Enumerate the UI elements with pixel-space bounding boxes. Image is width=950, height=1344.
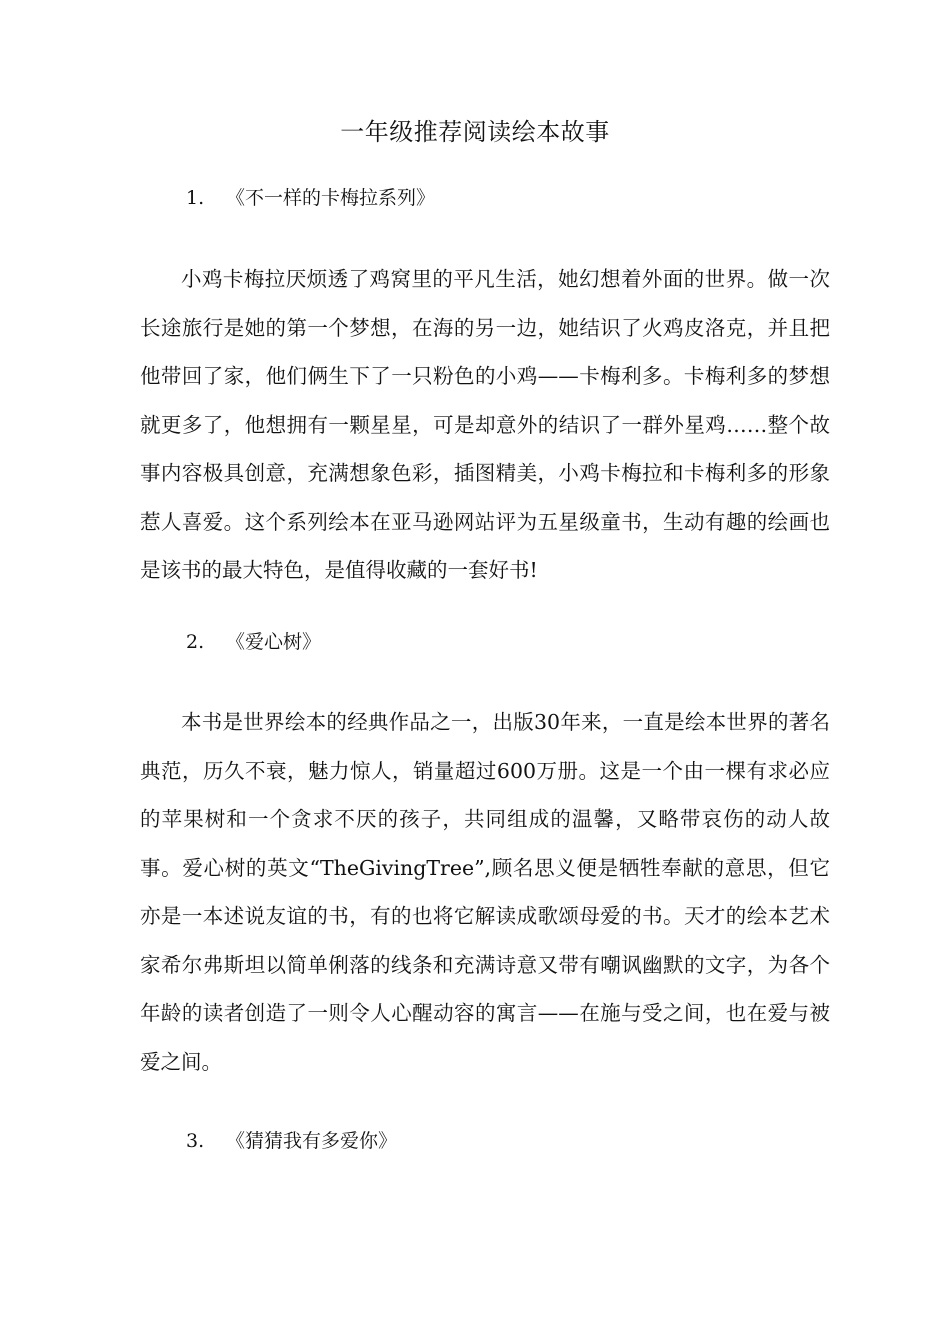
section-title: 《爱心树》 (226, 631, 322, 653)
section-title: 《不一样的卡梅拉系列》 (226, 187, 436, 209)
section-heading-1 (186, 184, 435, 212)
section-number: 3. (186, 1130, 205, 1152)
section-title: 《猜猜我有多爱你》 (226, 1130, 398, 1152)
section-number: 1. (186, 187, 205, 209)
section-heading-2 (186, 628, 321, 656)
section-paragraph-1: 小鸡卡梅拉厌烦透了鸡窝里的平凡生活，她幻想着外面的世界。做一次长途旅行是她的第一个梦想，在海的另一边，她结识了火鸡皮洛克，并且把他带回了家，他们俩生下了一只粉色的小鸡——卡梅利多。卡梅利多的梦想就更多了，他想拥有一颗星星，可是却意外的结识了一群外星鸡……整个故事内容极具创意，充满想象色彩，插图精美，小鸡卡梅拉和卡梅利多的形象惹人喜爱。这个系列绘本在亚马逊网站评为五星级童书，生动有趣的绘画也是该书的最大特色，是值得收藏的一套好书! (140, 267, 830, 582)
document-title: 一年级推荐阅读绘本故事 (340, 118, 610, 146)
section-number: 2. (186, 631, 205, 653)
section-paragraph-2: 本书是世界绘本的经典作品之一，出版30年来，一直是绘本世界的著名典范，历久不衰，魅力惊人，销量超过600万册。这是一个由一棵有求必应的苹果树和一个贪求不厌的孩子，共同组成的温馨，又略带哀伤的动人故事。爱心树的英文“TheGivingTree”,顾名思义便是牺牲奉献的意思，但它亦是一本述说友谊的书，有的也将它解读成歌颂母爱的书。天才的绘本艺术家希尔弗斯坦以简单俐落的线条和充满诗意又带有嘲讽幽默的文字，为各个年龄的读者创造了一则令人心醒动容的寓言——在施与受之间，也在爱与被爱之间。 (140, 710, 830, 1074)
section-heading-3 (186, 1127, 397, 1155)
